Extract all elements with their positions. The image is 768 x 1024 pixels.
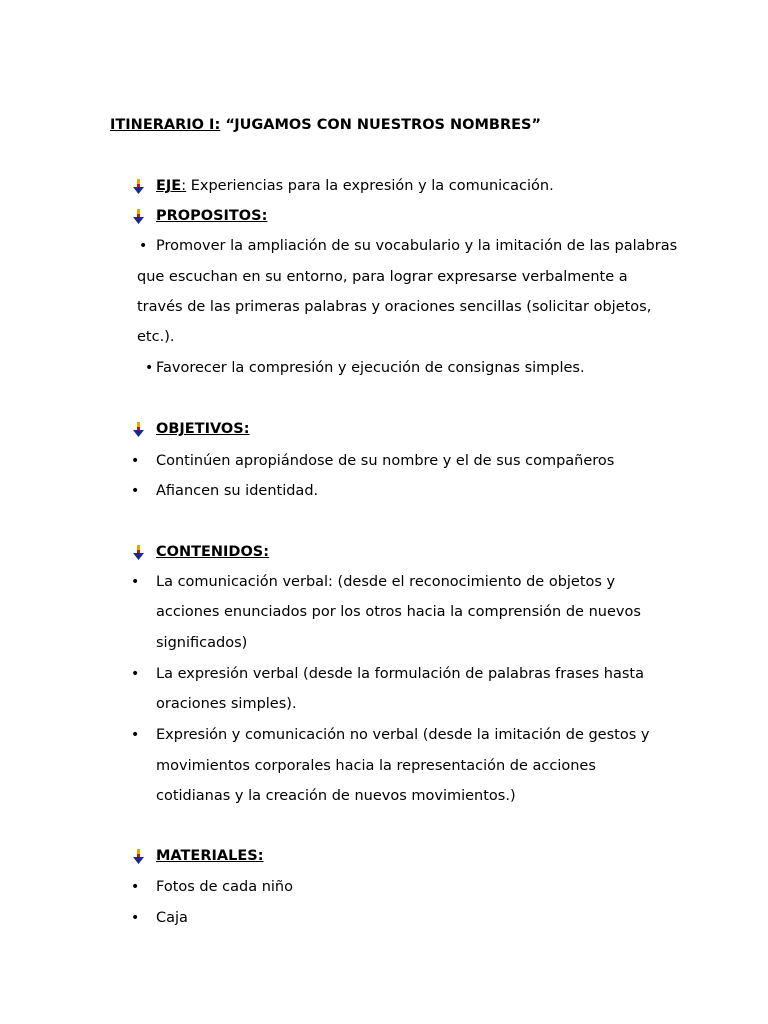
arrow-bullet-icon — [132, 179, 146, 195]
contenidos-item3-line1: Expresión y comunicación no verbal (desde la imitación de gestos y — [156, 727, 650, 743]
bullet-dot-icon: • — [131, 666, 140, 682]
title-colon: : — [214, 117, 221, 133]
eje-text: Experiencias para la expresión y la comunicación. — [190, 178, 554, 194]
title-label: ITINERARIO I — [110, 117, 215, 133]
bullet-dot-icon: • — [131, 879, 140, 895]
document-title — [110, 115, 541, 135]
title-text: “JUGAMOS CON NUESTROS NOMBRES” — [225, 117, 542, 133]
objetivos-item-2: Afiancen su identidad. — [156, 483, 319, 499]
bullet-dot-icon: • — [139, 238, 148, 254]
propositos-item1-line2: que escuchan en su entorno, para lograr expresarse verbalmente a — [137, 269, 628, 285]
objetivos-heading: OBJETIVOS: — [156, 421, 250, 437]
contenidos-item1-line2: acciones enunciados por los otros hacia la comprensión de nuevos — [156, 604, 641, 620]
contenidos-item1-line1: La comunicación verbal: (desde el reconocimiento de objetos y — [156, 574, 616, 590]
arrow-bullet-icon — [132, 849, 146, 865]
propositos-item1-line4: etc.). — [137, 329, 175, 345]
bullet-dot-icon: • — [131, 910, 140, 926]
eje-colon: : — [181, 178, 187, 194]
materiales-item-2: Caja — [156, 910, 188, 926]
contenidos-heading: CONTENIDOS: — [156, 544, 270, 560]
eje-label: EJE — [156, 178, 182, 194]
arrow-bullet-icon — [132, 545, 146, 561]
propositos-heading: PROPOSITOS: — [156, 208, 268, 224]
objetivos-item-1: Continúen apropiándose de su nombre y el de sus compañeros — [156, 453, 615, 469]
materiales-item-1: Fotos de cada niño — [156, 879, 293, 895]
bullet-dot-icon: • — [131, 727, 140, 743]
contenidos-item3-line2: movimientos corporales hacia la representación de acciones — [156, 758, 596, 774]
contenidos-item1-line3: significados) — [156, 635, 248, 651]
bullet-dot-icon: • — [145, 360, 154, 376]
contenidos-item2-line1: La expresión verbal (desde la formulación de palabras frases hasta — [156, 666, 644, 682]
arrow-bullet-icon — [132, 209, 146, 225]
eje-line — [146, 176, 554, 196]
arrow-bullet-icon — [132, 422, 146, 438]
bullet-dot-icon: • — [131, 574, 140, 590]
propositos-item2: Favorecer la compresión y ejecución de consignas simples. — [156, 360, 585, 376]
materiales-heading: MATERIALES: — [156, 848, 264, 864]
bullet-dot-icon: • — [131, 453, 140, 469]
contenidos-item3-line3: cotidianas y la creación de nuevos movimientos.) — [156, 788, 516, 804]
contenidos-item2-line2: oraciones simples). — [156, 696, 297, 712]
bullet-dot-icon: • — [131, 483, 140, 499]
propositos-item1-line3: través de las primeras palabras y oraciones sencillas (solicitar objetos, — [137, 299, 652, 315]
propositos-item1-line1: Promover la ampliación de su vocabulario y la imitación de las palabras — [156, 238, 678, 254]
